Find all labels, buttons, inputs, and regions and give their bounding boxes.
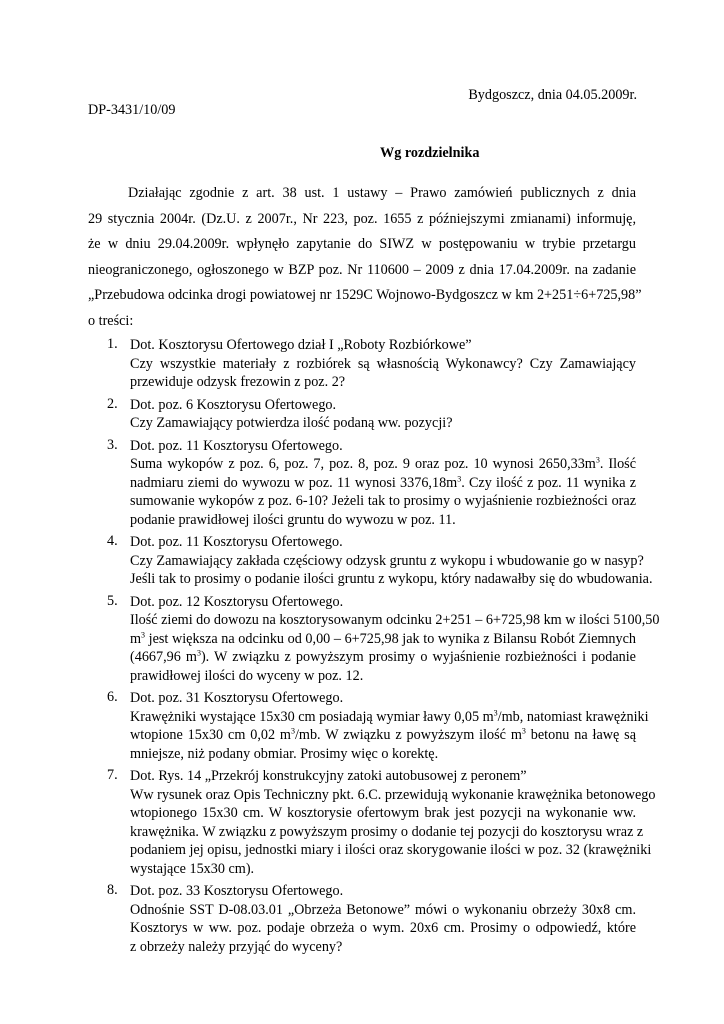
date-line: Bydgoszcz, dnia 04.05.2009r. (468, 87, 637, 103)
item-number: 1. (107, 336, 118, 352)
item-text-line: podaniem jej opisu, jednostki miary i ilości oraz skorygowanie ilości w poz. 32 (krawężniki (130, 842, 652, 858)
intro-line: 29 stycznia 2004r. (Dz.U. z 2007r., Nr 223, poz. 1655 z późniejszymi zmianami) informuję, (88, 210, 636, 227)
recipient-heading: Wg rozdzielnika (380, 145, 480, 161)
item-text-line: wystające 15x30 cm). (130, 860, 255, 877)
item-heading: Dot. poz. 31 Kosztorysu Ofertowego. (130, 690, 344, 706)
item-text-line: prawidłowej ilości do wyceny w poz. 12. (130, 667, 364, 684)
item-text-line: sumowanie wykopów z poz. 6-10? Jeżeli tak to prosimy o wyjaśnienie rozbieżności oraz (130, 493, 636, 509)
intro-line: nieograniczonego, ogłoszonego w BZP poz. Nr 110600 – 2009 z dnia 17.04.2009r. na zadanie (88, 261, 636, 278)
item-number: 6. (107, 689, 118, 705)
item-text-line: Czy wszystkie materiały z rozbiórek są własnością Wykonawcy? Czy Zamawiający (130, 355, 636, 372)
item-heading: Dot. Rys. 14 „Przekrój konstrukcyjny zatoki autobusowej z peronem” (130, 768, 527, 784)
item-text-line: Odnośnie SST D-08.03.01 „Obrzeża Betonowe” mówi o wykonaniu obrzeży 30x8 cm. (130, 901, 636, 918)
item-text-line: nadmiaru ziemi do wywozu w poz. 11 wynosi $3376,18m^3$. Czy ilość z poz. 11 wynika z (130, 473, 637, 491)
item-text-line: (4667,96 $m^3$). W związku z powyższym prosimy o wyjaśnienie rozbieżności i podanie (130, 648, 636, 665)
intro-line: „Przebudowa odcinka drogi powiatowej nr 1529C Wojnowo-Bydgoszcz w km 2+251÷6+725,98” (88, 287, 642, 303)
list-item (88, 882, 636, 956)
list-item (88, 437, 636, 530)
list-item (88, 336, 636, 392)
question-list (88, 336, 660, 960)
intro-line: o treści: (88, 312, 134, 329)
item-number: 7. (107, 767, 118, 783)
item-text-line: Czy Zamawiający potwierdza ilość podaną ww. pozycji? (130, 415, 453, 431)
list-item (88, 767, 656, 878)
item-text-line: podanie prawidłowej ilości gruntu do wywozu w poz. 11. (130, 511, 456, 528)
item-text-line: Ilość ziemi do dowozu na kosztorysowanym odcinku 2+251 – 6+725,98 km w ilości 5100,50 (130, 612, 660, 628)
item-text-line: z obrzeży należy przyjąć do wyceny? (130, 938, 343, 955)
item-text-line: przewiduje odzysk frezowin z poz. 2? (130, 374, 346, 390)
item-text-line: Ww rysunek oraz Opis Techniczny pkt. 6.C. przewidują wykonanie krawężnika betonowego (130, 786, 656, 803)
list-item (88, 592, 660, 686)
reference-number: DP-3431/10/09 (88, 102, 176, 118)
item-heading: Dot. poz. 11 Kosztorysu Ofertowego. (130, 534, 343, 550)
list-item (88, 396, 636, 433)
item-text-line: Suma wykopów z poz. 6, poz. 7, poz. 8, poz. 9 oraz poz. 10 wynosi $2650,33m^3$. Ilość (130, 455, 636, 472)
item-heading: Dot. Kosztorysu Ofertowego dział I „Roboty Rozbiórkowe” (130, 337, 472, 353)
item-text-line: Kosztorys w ww. poz. podaje obrzeża o wym. 20x6 cm. Prosimy o odpowiedź, które (130, 920, 636, 936)
item-text-line: wtopione 15x30 cm 0,02 $m^3/mb$. W związku z powyższym ilość $m^3$ betonu na ławę są (130, 726, 636, 743)
item-number: 3. (107, 436, 118, 453)
list-item (88, 533, 653, 589)
item-number: 8. (107, 882, 118, 898)
item-heading: Dot. poz. 12 Kosztorysu Ofertowego. (130, 593, 344, 610)
item-text-line: Jeśli tak to prosimy o podanie ilości gruntu z wykopu, który nadawałby się do wbudowania. (130, 571, 653, 587)
item-number: 5. (107, 592, 118, 609)
item-heading: Dot. poz. 11 Kosztorysu Ofertowego. (130, 437, 343, 454)
item-text-line: Czy Zamawiający zakłada częściowy odzysk gruntu z wykopu i wbudowanie go w nasyp? (130, 552, 644, 569)
item-text-line: Krawężniki wystające 15x30 cm posiadają wymiar ławy 0,05 $m^3/mb$, natomiast krawężniki (130, 707, 649, 725)
intro-line: że w dniu 29.04.2009r. wpłynęło zapytanie do SIWZ w postępowaniu w trybie przetargu (88, 236, 636, 252)
item-text-line: krawężnika. W związku z powyższym prosimy o dodanie tej pozycji do kosztorysu wraz z (130, 823, 644, 840)
item-text-line: $m^3$ jest większa na odcinku od 0,00 – 6+725,98 jak to wynika z Bilansu Robót Ziemnych (130, 629, 636, 647)
intro-line: Działając zgodnie z art. 38 ust. 1 ustawy – Prawo zamówień publicznych z dnia (128, 185, 636, 201)
item-text-line: mniejsze, niż podany obmiar. Prosimy więc o korektę. (130, 745, 439, 762)
item-text-line: wtopionego 15x30 cm. W kosztorysie ofertowym brak jest pozycji na wykonanie ww. (130, 805, 636, 821)
list-item (88, 689, 649, 763)
item-heading: Dot. poz. 33 Kosztorysu Ofertowego. (130, 883, 344, 899)
item-heading: Dot. poz. 6 Kosztorysu Ofertowego. (130, 396, 337, 413)
item-number: 4. (107, 533, 118, 549)
item-number: 2. (107, 395, 118, 412)
intro-paragraph (88, 181, 642, 334)
